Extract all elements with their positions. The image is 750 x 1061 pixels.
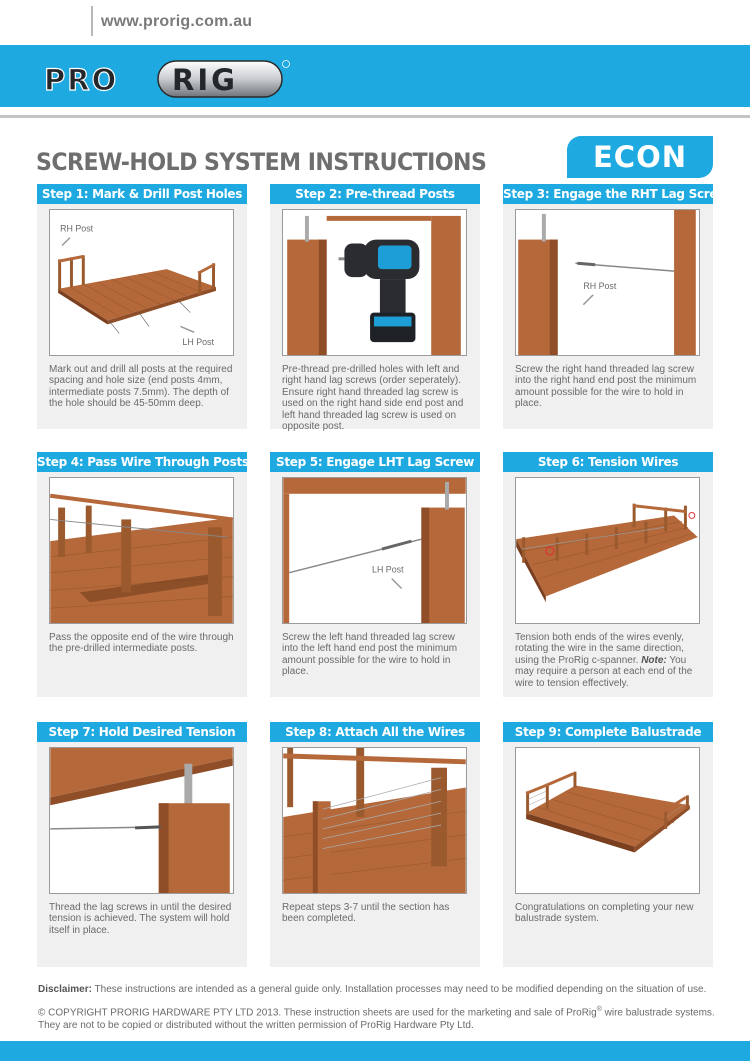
step-card-7 [37, 722, 247, 967]
step-title: Step 9: Complete Balustrade [503, 722, 713, 742]
copyright-text: wire balustrade systems. They are not to be copied or distributed without the written permission of ProRig Hardware Pty Ltd. [38, 1007, 715, 1031]
rh-post-label: RH Post [583, 280, 617, 291]
step-4-illustration [49, 477, 234, 624]
registered-mark: ® [596, 1006, 602, 1013]
rh-post-label: RH Post [60, 223, 94, 234]
svg-text:RIG: RIG [172, 63, 238, 97]
step-card-5 [270, 452, 480, 697]
econ-badge: ECON [567, 136, 713, 178]
page-title: SCREW-HOLD SYSTEM INSTRUCTIONS [36, 148, 487, 176]
step-6-illustration [515, 477, 700, 624]
top-bar [0, 0, 750, 45]
step-title: Step 2: Pre-thread Posts [270, 184, 480, 204]
disclaimer [38, 983, 718, 996]
step-title: Step 4: Pass Wire Through Posts [37, 452, 247, 472]
note-label: Note: [641, 654, 667, 666]
step-description [515, 632, 705, 689]
copyright-text: © COPYRIGHT PRORIG HARDWARE PTY LTD 2013. These instruction sheets are used for the marketing and sale of ProRig [38, 1007, 597, 1019]
step-card-1 [37, 184, 247, 429]
step-7-illustration [49, 747, 234, 894]
header-rule [0, 115, 750, 118]
footer-bar [0, 1041, 750, 1061]
description-text: You may require a person at each end of the wire to tension effectively. [515, 654, 693, 689]
step-card-3 [503, 184, 728, 429]
step-card-8 [270, 722, 480, 967]
step-description: Screw the left hand threaded lag screw into the left hand end post the minimum amount possible for the wire to hold in place. [282, 632, 458, 678]
step-9-illustration [515, 747, 700, 894]
disclaimer-text: These instructions are intended as a general guide only. Installation processes may need to be modified depending on the situation of use. [91, 984, 707, 995]
step-description: Screw the right hand threaded lag screw into the right hand end post the minimum amount possible for the wire to hold in place. [515, 364, 697, 410]
lh-post-label: LH Post [372, 564, 404, 575]
website-url[interactable]: www.prorig.com.au [101, 13, 253, 30]
step-title: Step 7: Hold Desired Tension [37, 722, 247, 742]
step-title: Step 1: Mark & Drill Post Holes [37, 184, 247, 204]
step-card-6 [503, 452, 713, 697]
step-title: Step 8: Attach All the Wires [270, 722, 480, 742]
step-5-illustration [282, 477, 467, 624]
description-text: Tension both ends of the wires evenly, rotating the wire in the same direction, using the ProRig c-spanner. [515, 632, 684, 666]
step-card-4 [37, 452, 247, 697]
step-description: Thread the lag screws in until the desired tension is achieved. The system will hold itself in place. [49, 902, 232, 936]
step-2-illustration [282, 209, 467, 356]
step-description: Congratulations on completing your new balustrade system. [515, 902, 694, 925]
step-card-2 [270, 184, 480, 433]
step-8-illustration [282, 747, 467, 894]
step-3-illustration [515, 209, 700, 356]
prorig-logo [40, 59, 290, 99]
step-card-9 [503, 722, 713, 967]
step-description: Pass the opposite end of the wire through the pre-drilled intermediate posts. [49, 632, 234, 655]
step-title: Step 6: Tension Wires [503, 452, 713, 472]
step-description: Pre-thread pre-drilled holes with left and right hand lag screws (order seperately). Ensure right hand threaded lag screw is used on the right hand side end post and left hand threaded lag screw is used on opposite post. [282, 364, 464, 433]
step-description: Mark out and drill all posts at the required spacing and hole size (end posts 4mm, intermediate posts 7.5mm). The depth of the hole should be 45-50mm deep. [49, 364, 233, 410]
step-title: Step 3: Engage the RHT Lag Screw [503, 184, 713, 204]
step-1-illustration [49, 209, 234, 356]
step-title: Step 5: Engage LHT Lag Screw [270, 452, 480, 472]
svg-text:PRO: PRO [44, 63, 119, 97]
step-description: Repeat steps 3-7 until the section has been completed. [282, 902, 450, 925]
disclaimer-label: Disclaimer: [38, 984, 92, 995]
lh-post-label: LH Post [182, 337, 214, 348]
header-divider [91, 6, 93, 36]
copyright [38, 1004, 728, 1032]
